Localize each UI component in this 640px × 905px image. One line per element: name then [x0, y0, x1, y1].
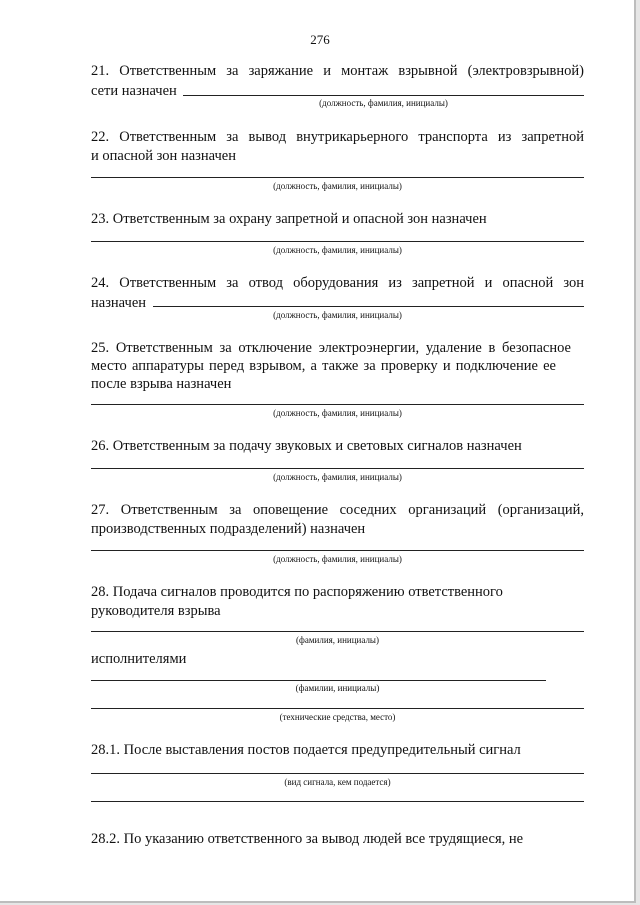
item-28-executors-fill-line[interactable] — [91, 680, 546, 681]
item-23-line-1: 23. Ответственным за охрану запретной и опасной зон назначен — [91, 211, 487, 227]
item-22-line-2: и опасной зон назначен — [91, 148, 236, 164]
item-25-fill-line[interactable] — [91, 404, 584, 405]
item-28-caption-executors: (фамилии, инициалы) — [295, 683, 380, 693]
item-28-line-1: 28. Подача сигналов проводится по распоряжению ответственного — [91, 584, 503, 600]
item-28-means-fill-line[interactable] — [91, 708, 584, 709]
item-25-line-3: после взрыва назначен — [91, 376, 232, 392]
item-28-1-extra-fill-line[interactable] — [91, 801, 584, 802]
item-21-fill-line[interactable] — [183, 95, 584, 96]
item-24-line-1: 24. Ответственным за отвод оборудования из запретной и опасной зон — [91, 275, 584, 291]
item-27-line-2: производственных подразделений) назначен — [91, 521, 366, 537]
item-28-caption-leader: (фамилия, инициалы) — [296, 635, 379, 645]
item-25-caption: (должность, фамилия, инициалы) — [273, 408, 402, 418]
item-21-caption: (должность, фамилия, инициалы) — [319, 98, 448, 108]
item-24-line-2: назначен — [91, 295, 147, 311]
item-26-line-1: 26. Ответственным за подачу звуковых и световых сигналов назначен — [91, 438, 522, 454]
item-21-line-2: сети назначен — [91, 83, 177, 99]
item-28-leader-fill-line[interactable] — [91, 631, 584, 632]
item-22-fill-line[interactable] — [91, 177, 584, 178]
item-27-caption: (должность, фамилия, инициалы) — [273, 554, 402, 564]
page-number: 276 — [310, 32, 330, 47]
item-24-fill-line[interactable] — [153, 306, 584, 307]
item-23-caption: (должность, фамилия, инициалы) — [273, 245, 402, 255]
item-25-line-2: место аппаратуры перед взрывом, а также за проверку и подключение ее — [91, 358, 556, 374]
item-28-1-line-1: 28.1. После выставления постов подается предупредительный сигнал — [91, 742, 521, 758]
item-28-caption-means: (технические средства, место) — [279, 712, 396, 722]
item-27-line-1: 27. Ответственным за оповещение соседних организаций (организаций, — [91, 502, 584, 518]
item-28-2-line-1: 28.2. По указанию ответственного за вывод людей все трудящиеся, не — [91, 831, 524, 847]
item-27-fill-line[interactable] — [91, 550, 584, 551]
item-28-line-2: руководителя взрыва — [91, 603, 221, 619]
item-23-fill-line[interactable] — [91, 241, 584, 242]
item-24-caption: (должность, фамилия, инициалы) — [273, 310, 402, 320]
item-22-line-1: 22. Ответственным за вывод внутрикарьерного транспорта из запретной — [91, 129, 584, 145]
item-25-line-1: 25. Ответственным за отключение электроэнергии, удаление в безопасное — [91, 340, 571, 356]
item-28-1-caption: (вид сигнала, кем подается) — [284, 777, 391, 787]
item-28-1-fill-line[interactable] — [91, 773, 584, 774]
item-26-fill-line[interactable] — [91, 468, 584, 469]
item-28-executors-label: исполнителями — [91, 651, 187, 667]
item-21-line-1: 21. Ответственным за заряжание и монтаж взрывной (электровзрывной) — [91, 63, 584, 79]
item-22-caption: (должность, фамилия, инициалы) — [273, 181, 402, 191]
item-26-caption: (должность, фамилия, инициалы) — [273, 472, 402, 482]
